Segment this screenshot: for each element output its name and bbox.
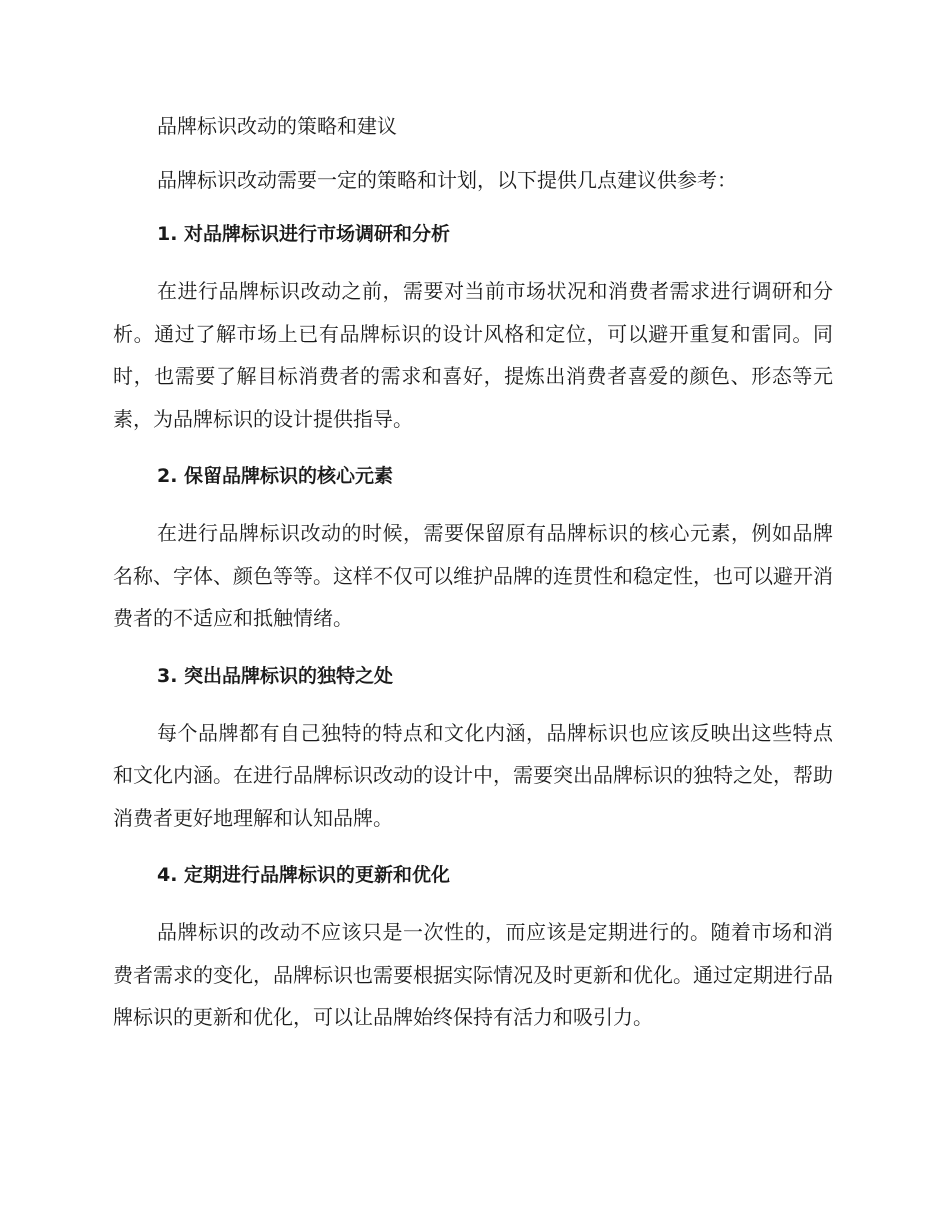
section-heading: 3. 突出品牌标识的独特之处 xyxy=(157,664,394,687)
section-paragraph: 品牌标识的改动不应该只是一次性的，而应该是定期进行的。随着市场和消费者需求的变化，品牌标识也需要根据实际情况及时更新和优化。通过定期进行品牌标识的更新和优化，可以让品牌始终保持有活力和吸引力。 xyxy=(113,920,833,1029)
section-1 xyxy=(113,216,833,440)
section-paragraph: 每个品牌都有自己独特的特点和文化内涵，品牌标识也应该反映出这些特点和文化内涵。在进行品牌标识改动的设计中，需要突出品牌标识的独特之处，帮助消费者更好地理解和认知品牌。 xyxy=(113,720,833,830)
section-paragraph: 在进行品牌标识改动之前，需要对当前市场状况和消费者需求进行调研和分析。通过了解市场上已有品牌标识的设计风格和定位，可以避开重复和雷同。同时，也需要了解目标消费者的需求和喜好，提炼出消费者喜爱的颜色、形态等元素，为品牌标识的设计提供指导。 xyxy=(113,279,833,431)
section-4 xyxy=(113,857,833,1039)
section-heading: 1. 对品牌标识进行市场调研和分析 xyxy=(157,223,451,245)
document-page xyxy=(113,108,833,1039)
section-heading: 2. 保留品牌标识的核心元素 xyxy=(157,465,394,487)
intro-paragraph: 品牌标识改动需要一定的策略和计划，以下提供几点建议供参考： xyxy=(157,168,737,192)
document-title: 品牌标识改动的策略和建议 xyxy=(157,114,397,138)
section-2 xyxy=(113,458,833,640)
section-3 xyxy=(113,658,833,840)
section-heading: 4. 定期进行品牌标识的更新和优化 xyxy=(157,864,451,886)
section-paragraph: 在进行品牌标识改动的时候，需要保留原有品牌标识的核心元素，例如品牌名称、字体、颜色等等。这样不仅可以维护品牌的连贯性和稳定性，也可以避开消费者的不适应和抵触情绪。 xyxy=(113,521,833,630)
